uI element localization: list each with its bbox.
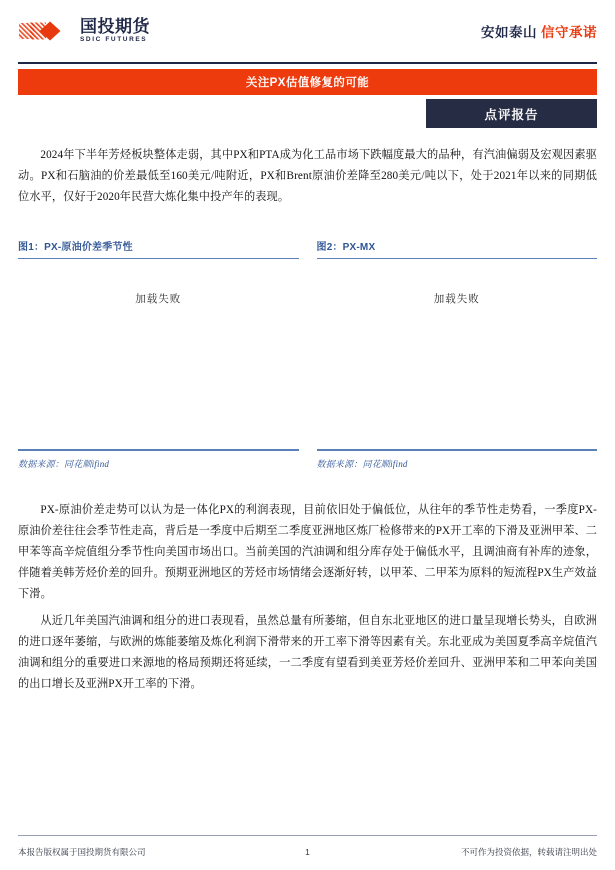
figure-1-title: 图1：PX-原油价差季节性	[18, 242, 133, 253]
figure-1-source: 数据来源：同花顺ifind	[18, 458, 110, 469]
footer-divider	[18, 835, 597, 836]
page-header	[0, 0, 615, 62]
report-type-badge	[426, 99, 597, 128]
paragraph-1: 2024年下半年芳烃板块整体走弱，其中PX和PTA成为化工品市场下跌幅度最大的品种，有汽油偏弱及宏观因素驱动。PX和石脑油的价差最低至160美元/吨附近，PX和Brent原油价差降至280美元/吨以下，处于2021年以来的同期低位水平，仅好于2020年民营大炼化集中投产年的表现。	[18, 149, 597, 203]
intro-section	[18, 145, 597, 214]
brand-name-cn: 国投期货	[80, 17, 150, 37]
status-badge: 点评报告	[484, 107, 539, 122]
slogan-part-red: 信守承诺	[541, 25, 597, 40]
figure-1	[18, 238, 299, 470]
report-title-bar	[18, 69, 597, 95]
footer-disclaimer: 不可作为投资依据，转载请注明出处	[460, 847, 597, 857]
figures-row	[18, 238, 597, 470]
company-logo	[18, 18, 150, 44]
header-divider	[18, 62, 597, 64]
figure-2	[317, 238, 598, 470]
page-title: 关注PX估值修复的可能	[245, 77, 370, 89]
slogan-part-dark: 安如泰山	[481, 25, 537, 40]
sdic-diamond-logo-icon	[18, 18, 74, 44]
footer-page-number: 1	[305, 847, 310, 857]
brand-wordmark	[80, 18, 150, 44]
paragraph-3: 从近几年美国汽油调和组分的进口表现看，虽然总量有所萎缩，但自东北亚地区的进口量呈现增长势头，自欧洲的进口逐年萎缩，与欧洲的炼能萎缩及炼化利润下滑带来的开工率下滑等因素有关。东北亚成为美国夏季高辛烷值汽油调和组分的重要进口来源地的格局预期还将延续，一二季度有望看到美亚芳烃价差回升、亚洲甲苯和二甲苯向美国的出口增长及亚洲PX开工率的下滑。	[18, 615, 597, 690]
figure-1-load-failed-text: 加载失败	[135, 294, 182, 306]
figure-2-load-failed-text: 加载失败	[433, 294, 480, 306]
company-slogan	[481, 21, 597, 41]
brand-name-en: SDIC FUTURES	[80, 36, 148, 44]
figure-2-source: 数据来源：同花顺ifind	[316, 458, 408, 469]
analysis-section	[18, 500, 597, 701]
footer-copyright: 本报告版权属于国投期货有限公司	[18, 847, 146, 857]
page-footer	[18, 846, 597, 858]
figure-2-title: 图2：PX-MX	[316, 242, 376, 253]
figure-2-canvas	[317, 259, 598, 449]
figure-1-canvas	[18, 259, 299, 449]
paragraph-2: PX-原油价差走势可以认为是一体化PX的利润表现，目前依旧处于偏低位，从往年的季节性走势看，一季度PX-原油价差往往会季节性走高，背后是一季度中后期至二季度亚洲地区炼厂检修带来的PX开工率的下滑及亚洲甲苯、二甲苯等高辛烷值组分季节性向美国市场出口。当前美国的汽油调和组分库存处于偏低水平，且调油商有补库的迹象，伴随着美韩芳烃价差的回升。预期亚洲地区的芳烃市场情绪会逐渐好转，以甲苯、二甲苯为原料的短流程PX生产效益下滑。	[18, 504, 597, 600]
